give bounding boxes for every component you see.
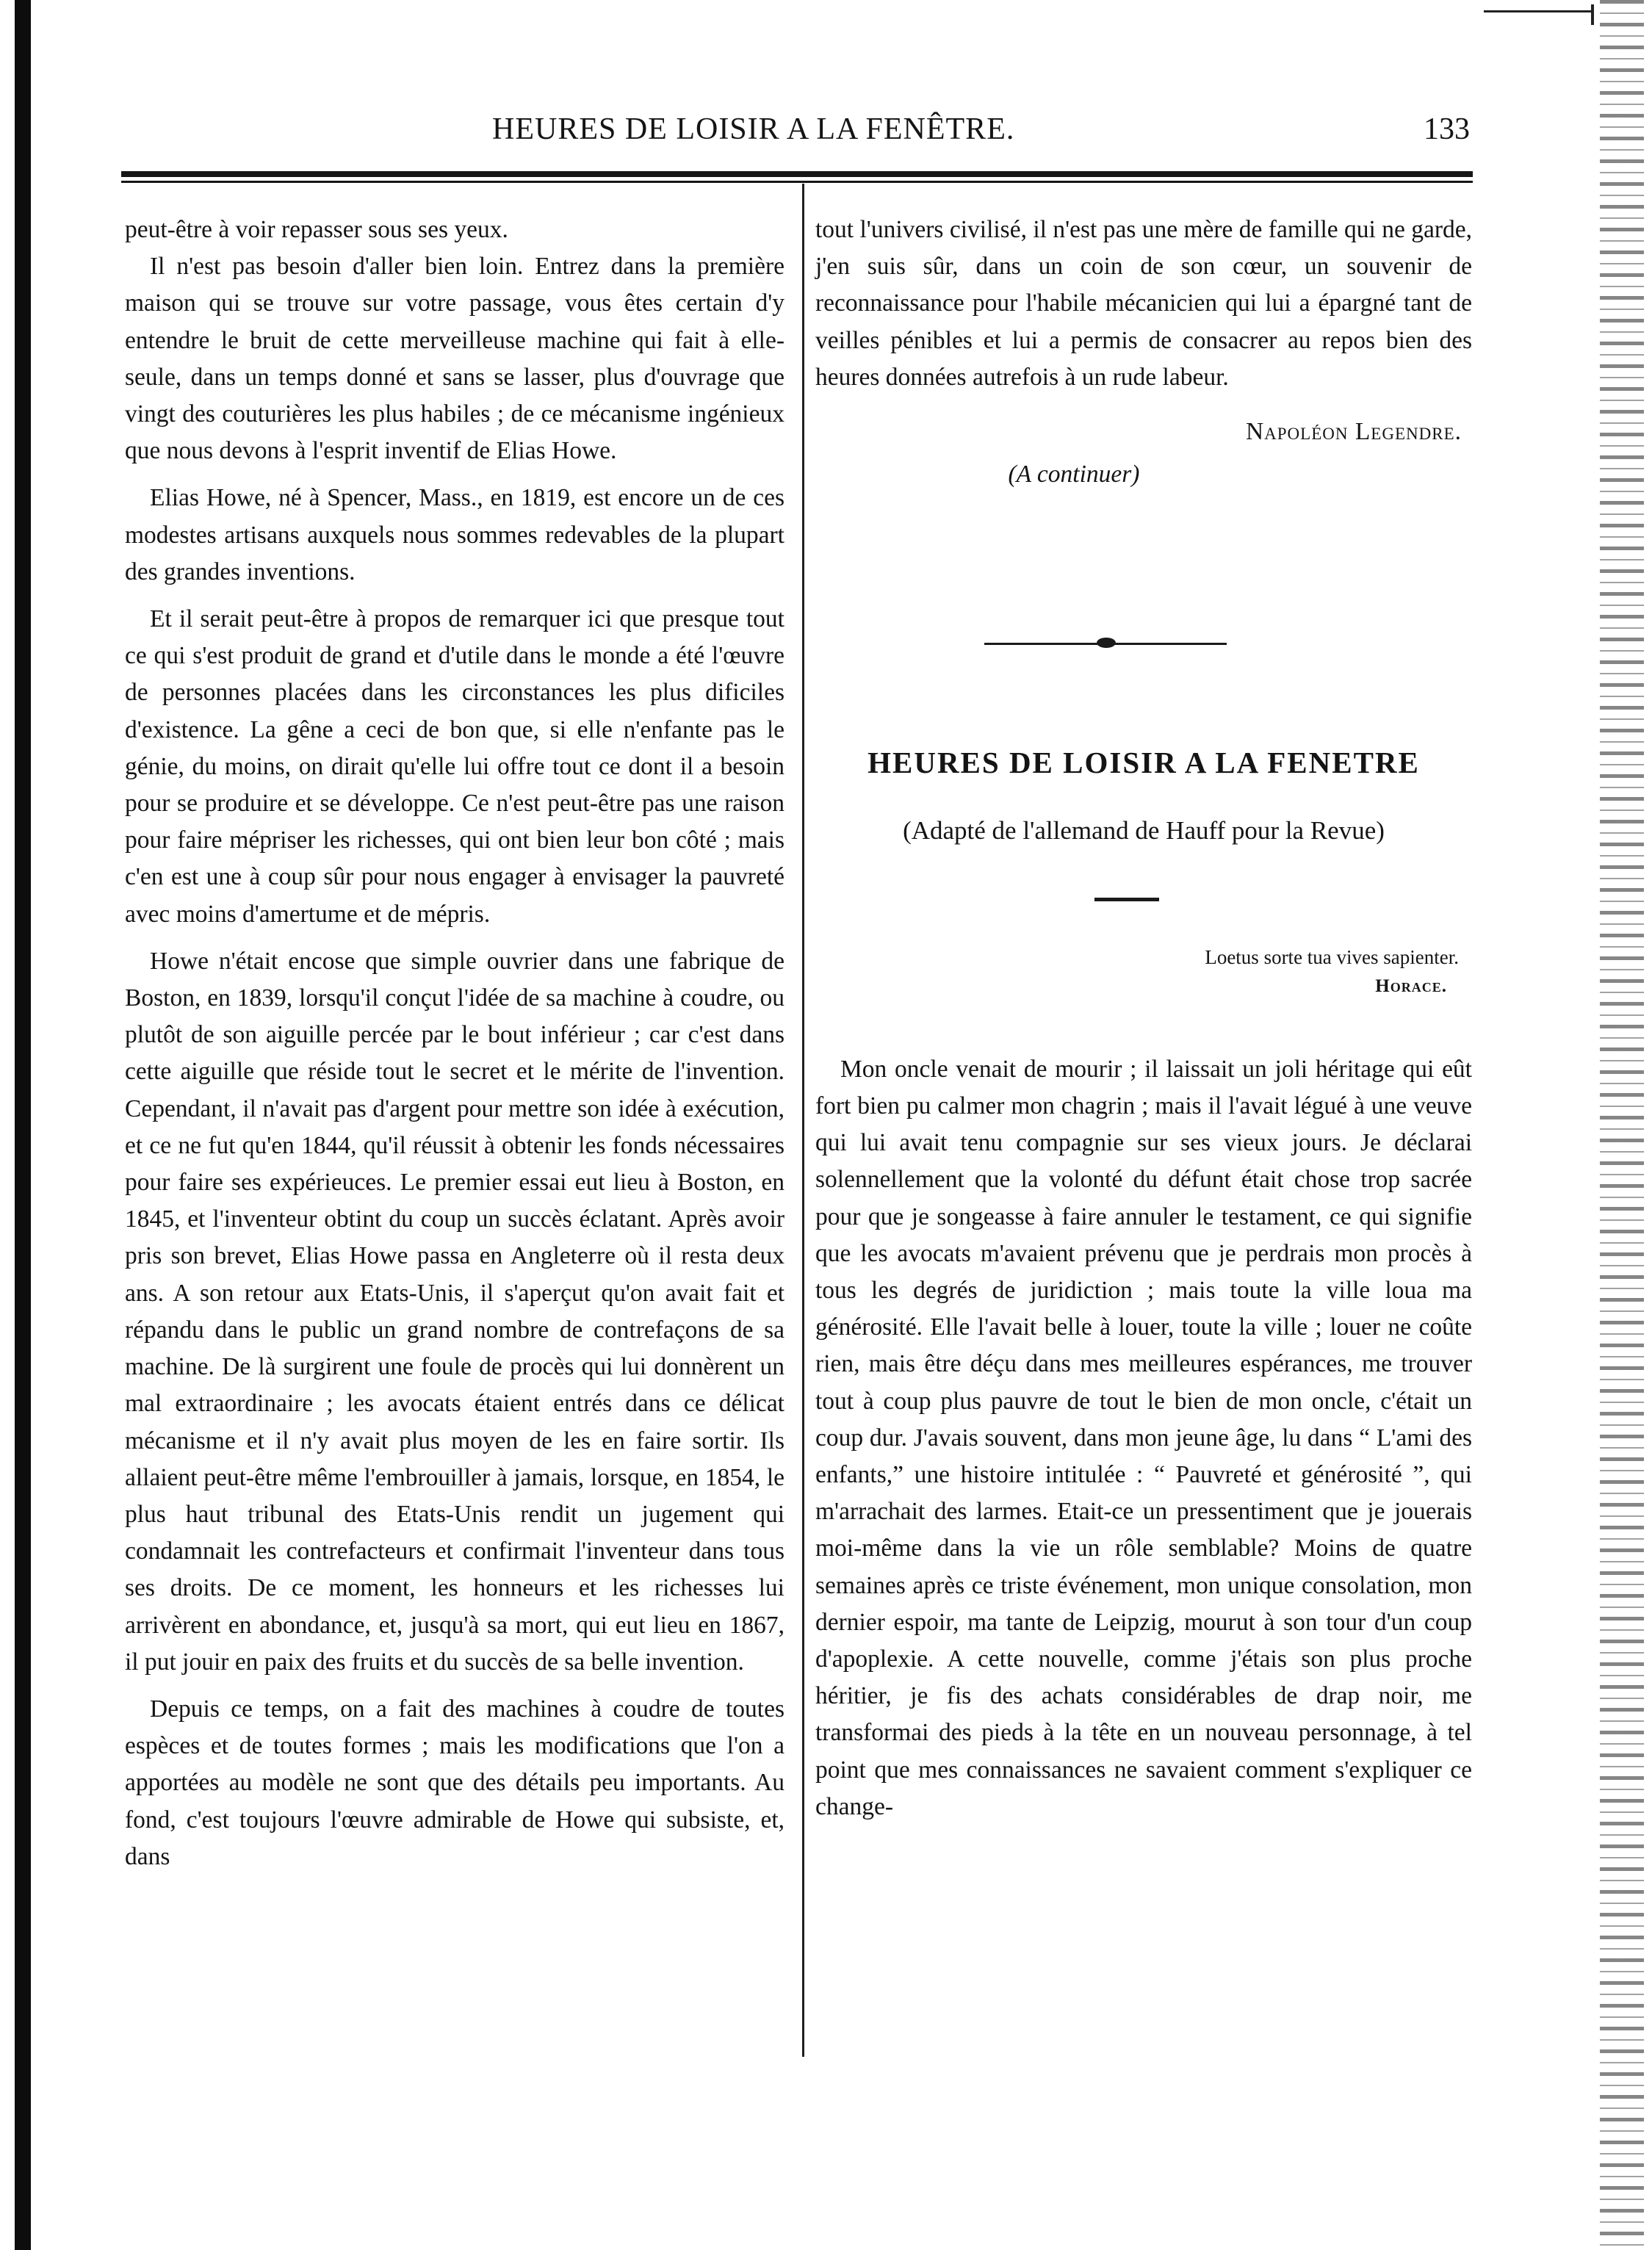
section-subtitle: (Adapté de l'allemand de Hauff pour la Revue): [903, 815, 1385, 845]
corner-mark-tick: [1591, 4, 1594, 25]
paragraph-continuation: tout l'univers civilisé, il n'est pas une mère de famille qui ne garde, j'en suis sûr, dans un coin de son cœur, un souvenir de reconnaissance pour l'habile mécanicien qui lui a épargné tant de veilles pénibles et lui a permis de consacrer au repos bien des heures données autrefois à un rude labeur.: [815, 216, 1472, 391]
story-paragraph: Mon oncle venait de mourir ; il laissait un joli héritage qui eût fort bien pu calmer mon chagrin ; mais il l'avait légué à une veuve qui lui avait tenu compagnie sur ses vieux jours. Je déclarai solennellement que la volonté du défunt était chose trop sacrée pour que je songeasse à faire annuler le testament, ce qui signifie que les avocats m'avaient prévenu que je perdrais mon procès à tous les degrés de juridiction ; mais toute la ville loua ma générosité. Elle l'avait belle à louer, toute la ville ; louer ne coûte rien, mais être déçu dans mes meilleures espérances, me trouver tout à coup plus pauvre de tout le bien de mon oncle, c'était un coup dur. J'avais souvent, dans mon jeune âge, lu dans “ L'ami des enfants,” une histoire intitulée : “ Pauvreté et générosité ”, qui m'arrachait des larmes. Etait-ce un pressentiment que je jouerais moi-même dans la vie un rôle semblable? Moins de quatre semaines après ce triste événement, mon unique consolation, mon dernier espoir, ma tante de Leipzig, mourut à son tour d'un coup d'apoplexie. A cette nouvelle, comme j'étais son plus proche héritier, je fis des achats considérables de drap noir, me transformai des pieds à la tête en un nouveau personnage, à tel point que mes connaissances ne savaient comment s'expliquer ce change-: [815, 1055, 1472, 1820]
section-ornament: [815, 610, 1472, 677]
section-title: HEURES DE LOISIR A LA FENETRE: [868, 746, 1420, 780]
epigraph-author: Horace.: [1375, 976, 1447, 996]
paragraph-continuation: peut-être à voir repasser sous ses yeux.: [125, 216, 508, 243]
to-be-continued-note: (A continuer): [1008, 461, 1140, 488]
paragraph: Il n'est pas besoin d'aller bien loin. Entrez dans la première maison qui se trouve sur votre passage, vous êtes certain d'y entendre le bruit de cette merveilleuse machine qui fait à elle-seule, dans un temps donné et sans se lasser, plus d'ouvrage que vingt des couturières les plus habiles ; de ce mécanisme ingénieux que nous devons à l'esprit inventif de Elias Howe.: [125, 253, 784, 465]
paragraph: Howe n'était encose que simple ouvrier dans une fabrique de Boston, en 1839, lorsqu'il conçut l'idée de sa machine à coudre, ou plutôt de son aiguille percée par le bout inférieur ; car c'est dans cette aiguille que réside tout le secret et le mérite de l'invention. Cependant, il n'avait pas d'argent pour mettre son idée à exécution, et ce ne fut qu'en 1844, qu'il réussit à obtenir les fonds nécessaires pour faire ses expérieuces. Le premier essai eut lieu à Boston, en 1845, et l'inventeur obtint du coup un succès éclatant. Après avoir pris son brevet, Elias Howe passa en Angleterre où il resta deux ans. A son retour aux Etats-Unis, il s'aperçut qu'on avait fait et répandu dans le public un grand nombre de contrefaçons de sa machine. De là surgirent une foule de procès qui lui donnèrent un mal extraordinaire ; les avocats étaient entrés dans ce délicat mécanisme et il n'y avait plus moyen de les en faire sortir. Ils allaient peut-être même l'embrouiller à jamais, lorsque, en 1854, le plus haut tribunal des Etats-Unis rendit un jugement qui condamnait les contrefacteurs et confirmait l'inventeur dans tous ses droits. De ce moment, les honneurs et les richesses lui arrivèrent en abondance, et, jusqu'à sa mort, qui eut lieu en 1867, il put jouir en paix des fruits et du succès de sa belle invention.: [125, 947, 784, 1676]
header-rule-thick: [121, 171, 1473, 177]
ornament-center: [1097, 638, 1116, 648]
header-rule-thin: [121, 181, 1473, 183]
right-column: [815, 212, 1472, 1825]
corner-mark: [1484, 10, 1594, 12]
scan-edge-noise: [1600, 0, 1644, 2250]
epigraph: Loetus sorte tua vives sapienter.: [1205, 945, 1459, 968]
running-head: HEURES DE LOISIR A LA FENÊTRE.: [492, 112, 1015, 146]
short-rule: [1094, 898, 1159, 901]
paragraph: Depuis ce temps, on a fait des machines à coudre de toutes espèces et de toutes formes ; mais les modifications que l'on a apportées au modèle ne sont que des détails peu importants. Au fond, c'est toujours l'œuvre admirable de Howe qui subsiste, et, dans: [125, 1695, 784, 1870]
binding-edge: [15, 0, 31, 2250]
column-divider: [802, 184, 804, 2057]
page-number: 133: [1424, 112, 1470, 146]
left-column: [125, 212, 784, 1875]
paragraph: Elias Howe, né à Spencer, Mass., en 1819, est encore un de ces modestes artisans auxquels nous sommes redevables de la plupart des grandes inventions.: [125, 484, 784, 585]
paragraph: Et il serait peut-être à propos de remarquer ici que presque tout ce qui s'est produit de grand et d'utile dans le monde a été l'œuvre de personnes placées dans les circonstances les plus dificiles d'existence. La gêne a ceci de bon que, si elle n'enfante pas le génie, du moins, on dirait qu'elle lui offre tout ce dont il a besoin pour se produire et se développe. Ce n'est peut-être pas une raison pour faire mépriser les richesses, qui ont bien leur bon côté ; mais c'en est une à coup sûr pour nous engager à envisager la pauvreté avec moins d'amertume et de mépris.: [125, 605, 784, 928]
author-signature: Napoléon Legendre.: [1245, 418, 1462, 446]
